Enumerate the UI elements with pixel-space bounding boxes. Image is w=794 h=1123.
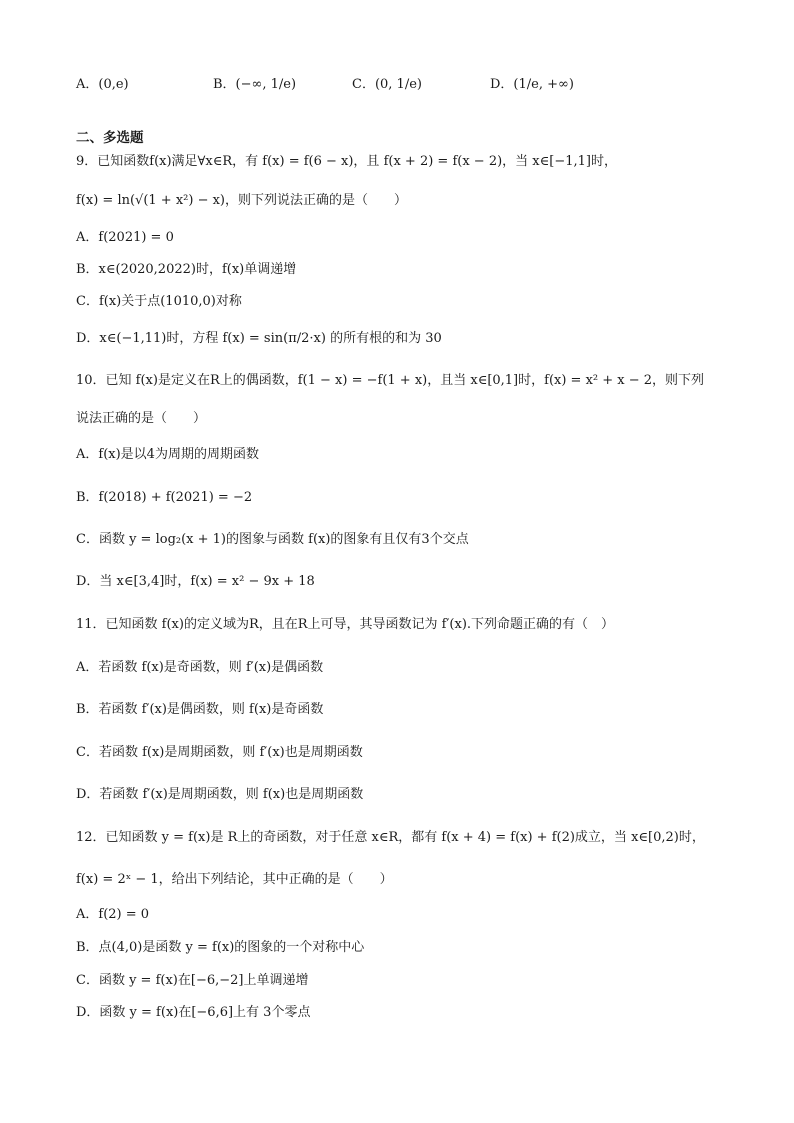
q12-option-c: C．函数 y = f(x)在[−6,−2]上单调递增	[76, 973, 309, 988]
section-title: 二、多选题	[76, 130, 144, 146]
q12-option-b: B．点(4,0)是函数 y = f(x)的图象的一个对称中心	[76, 940, 365, 955]
q9-stem-line-1: 9．已知函数f(x)满足∀x∈R，有 f(x) = f(6 − x)，且 f(x + 2) = f(x − 2)，当 x∈[−1,1]时，	[76, 154, 617, 169]
choice-a: A．(0,e)	[76, 77, 129, 92]
q9-option-a: A．f(2021) = 0	[76, 230, 174, 245]
q9-option-d: D．x∈(−1,11)时，方程 f(x) = sin(π/2·x) 的所有根的和为 30	[76, 331, 442, 346]
q11-option-a: A．若函数 f(x)是奇函数，则 f′(x)是偶函数	[76, 660, 324, 675]
q10-stem-line-1: 10．已知 f(x)是定义在R上的偶函数，f(1 − x) = −f(1 + x)，且当 x∈[0,1]时，f(x) = x² + x − 2，则下列	[76, 373, 705, 388]
q12-option-d: D．函数 y = f(x)在[−6,6]上有 3个零点	[76, 1005, 311, 1020]
q10-stem-line-2: 说法正确的是（ ）	[76, 411, 207, 426]
q9-option-b: B．x∈(2020,2022)时，f(x)单调递增	[76, 262, 297, 277]
choice-c: C．(0, 1/e)	[352, 77, 422, 92]
q10-option-a: A．f(x)是以4为周期的周期函数	[76, 447, 259, 462]
q12-stem-line-2: f(x) = 2ˣ − 1，给出下列结论，其中正确的是（ ）	[76, 872, 393, 887]
q9-stem-line-2: f(x) = ln(√(1 + x²) − x)，则下列说法正确的是（ ）	[76, 193, 408, 208]
q11-option-d: D．若函数 f′(x)是周期函数，则 f(x)也是周期函数	[76, 787, 364, 802]
q12-option-a: A．f(2) = 0	[76, 907, 150, 922]
choice-d: D．(1/e, +∞)	[490, 77, 574, 92]
q9-option-c: C．f(x)关于点(1010,0)对称	[76, 294, 242, 309]
q10-option-b: B．f(2018) + f(2021) = −2	[76, 490, 253, 505]
q10-option-d: D．当 x∈[3,4]时，f(x) = x² − 9x + 18	[76, 574, 315, 589]
q11-option-b: B．若函数 f′(x)是偶函数，则 f(x)是奇函数	[76, 702, 324, 717]
q10-option-c: C．函数 y = log₂(x + 1)的图象与函数 f(x)的图象有且仅有3个交点	[76, 532, 469, 547]
q12-stem-line-1: 12．已知函数 y = f(x)是 R上的奇函数，对于任意 x∈R，都有 f(x + 4) = f(x) + f(2)成立，当 x∈[0,2)时，	[76, 830, 705, 845]
q11-option-c: C．若函数 f(x)是周期函数，则 f′(x)也是周期函数	[76, 745, 363, 760]
q11-stem-line-1: 11．已知函数 f(x)的定义域为R，且在R上可导，其导函数记为 f′(x).下列命题正确的有（ ）	[76, 617, 615, 632]
choice-b: B．(−∞, 1/e)	[213, 77, 297, 92]
